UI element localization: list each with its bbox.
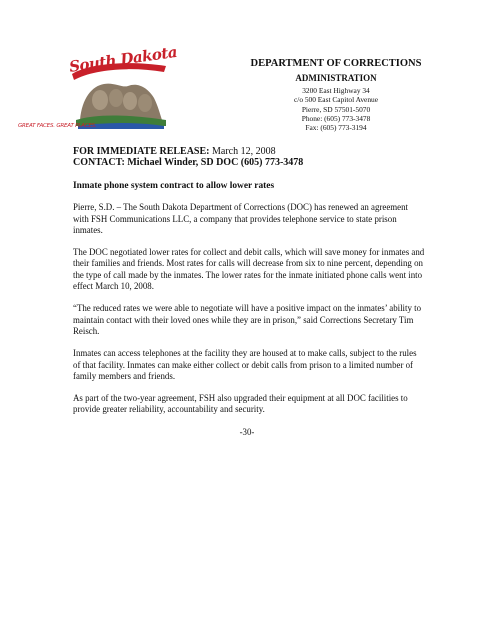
headline: Inmate phone system contract to allow lower rates (73, 181, 275, 191)
address-block (248, 86, 424, 132)
body-content (73, 181, 425, 427)
paragraph: Pierre, S.D. – The South Dakota Department of Corrections (DOC) has renewed an agreement with FSH Communications LLC, a company that provides telephone service to state prison inmates. (73, 202, 409, 235)
department-header (184, 58, 424, 132)
address-line: Pierre, SD 57501-5070 (301, 104, 371, 114)
paragraph: The DOC negotiated lower rates for collect and debit calls, which will save money for inmates and their families and friends. Most rates for calls will decrease from six to nine percent, depending on the type of call made by the inmates. The lower rates for the inmate initiated phone calls went into effect March 10, 2008. (73, 247, 425, 292)
contact-line (73, 157, 303, 168)
release-info (73, 146, 303, 168)
release-line (73, 146, 303, 157)
logo-tagline: GREAT FACES. GREAT PLACES. (18, 123, 97, 129)
paragraph: As part of the two-year agreement, FSH also upgraded their equipment at all DOC facilities to provide greater reliability, accountability and security. (73, 393, 408, 415)
logo-script-text: South Dakota (68, 42, 179, 76)
paragraph: “The reduced rates we were able to negotiate will have a positive impact on the inmates’ ability to maintain contact with their loved ones while they are in prison,” said Corrections Secretary Tim Reisch. (73, 303, 422, 336)
end-marker: -30- (239, 427, 255, 437)
address-line: c/o 500 East Capitol Avenue (293, 95, 379, 105)
contact-text: CONTACT: Michael Winder, SD DOC (605) 773-3478 (73, 157, 304, 168)
address-line: 3200 East Highway 34 (302, 86, 370, 95)
paragraph: Inmates can access telephones at the facility they are housed at to make calls, subject to the rules of that facility. Inmates can make either collect or debit calls from prison to a limited number of family members and friends. (73, 348, 417, 381)
release-date: March 12, 2008 (212, 146, 276, 157)
phone-line: Phone: (605) 773-3478 (301, 113, 371, 123)
fax-line: Fax: (605) 773-3194 (305, 123, 367, 133)
department-title: DEPARTMENT OF CORRECTIONS (250, 58, 422, 69)
release-label: FOR IMMEDIATE RELEASE: (73, 146, 210, 157)
division-title: ADMINISTRATION (295, 73, 377, 83)
